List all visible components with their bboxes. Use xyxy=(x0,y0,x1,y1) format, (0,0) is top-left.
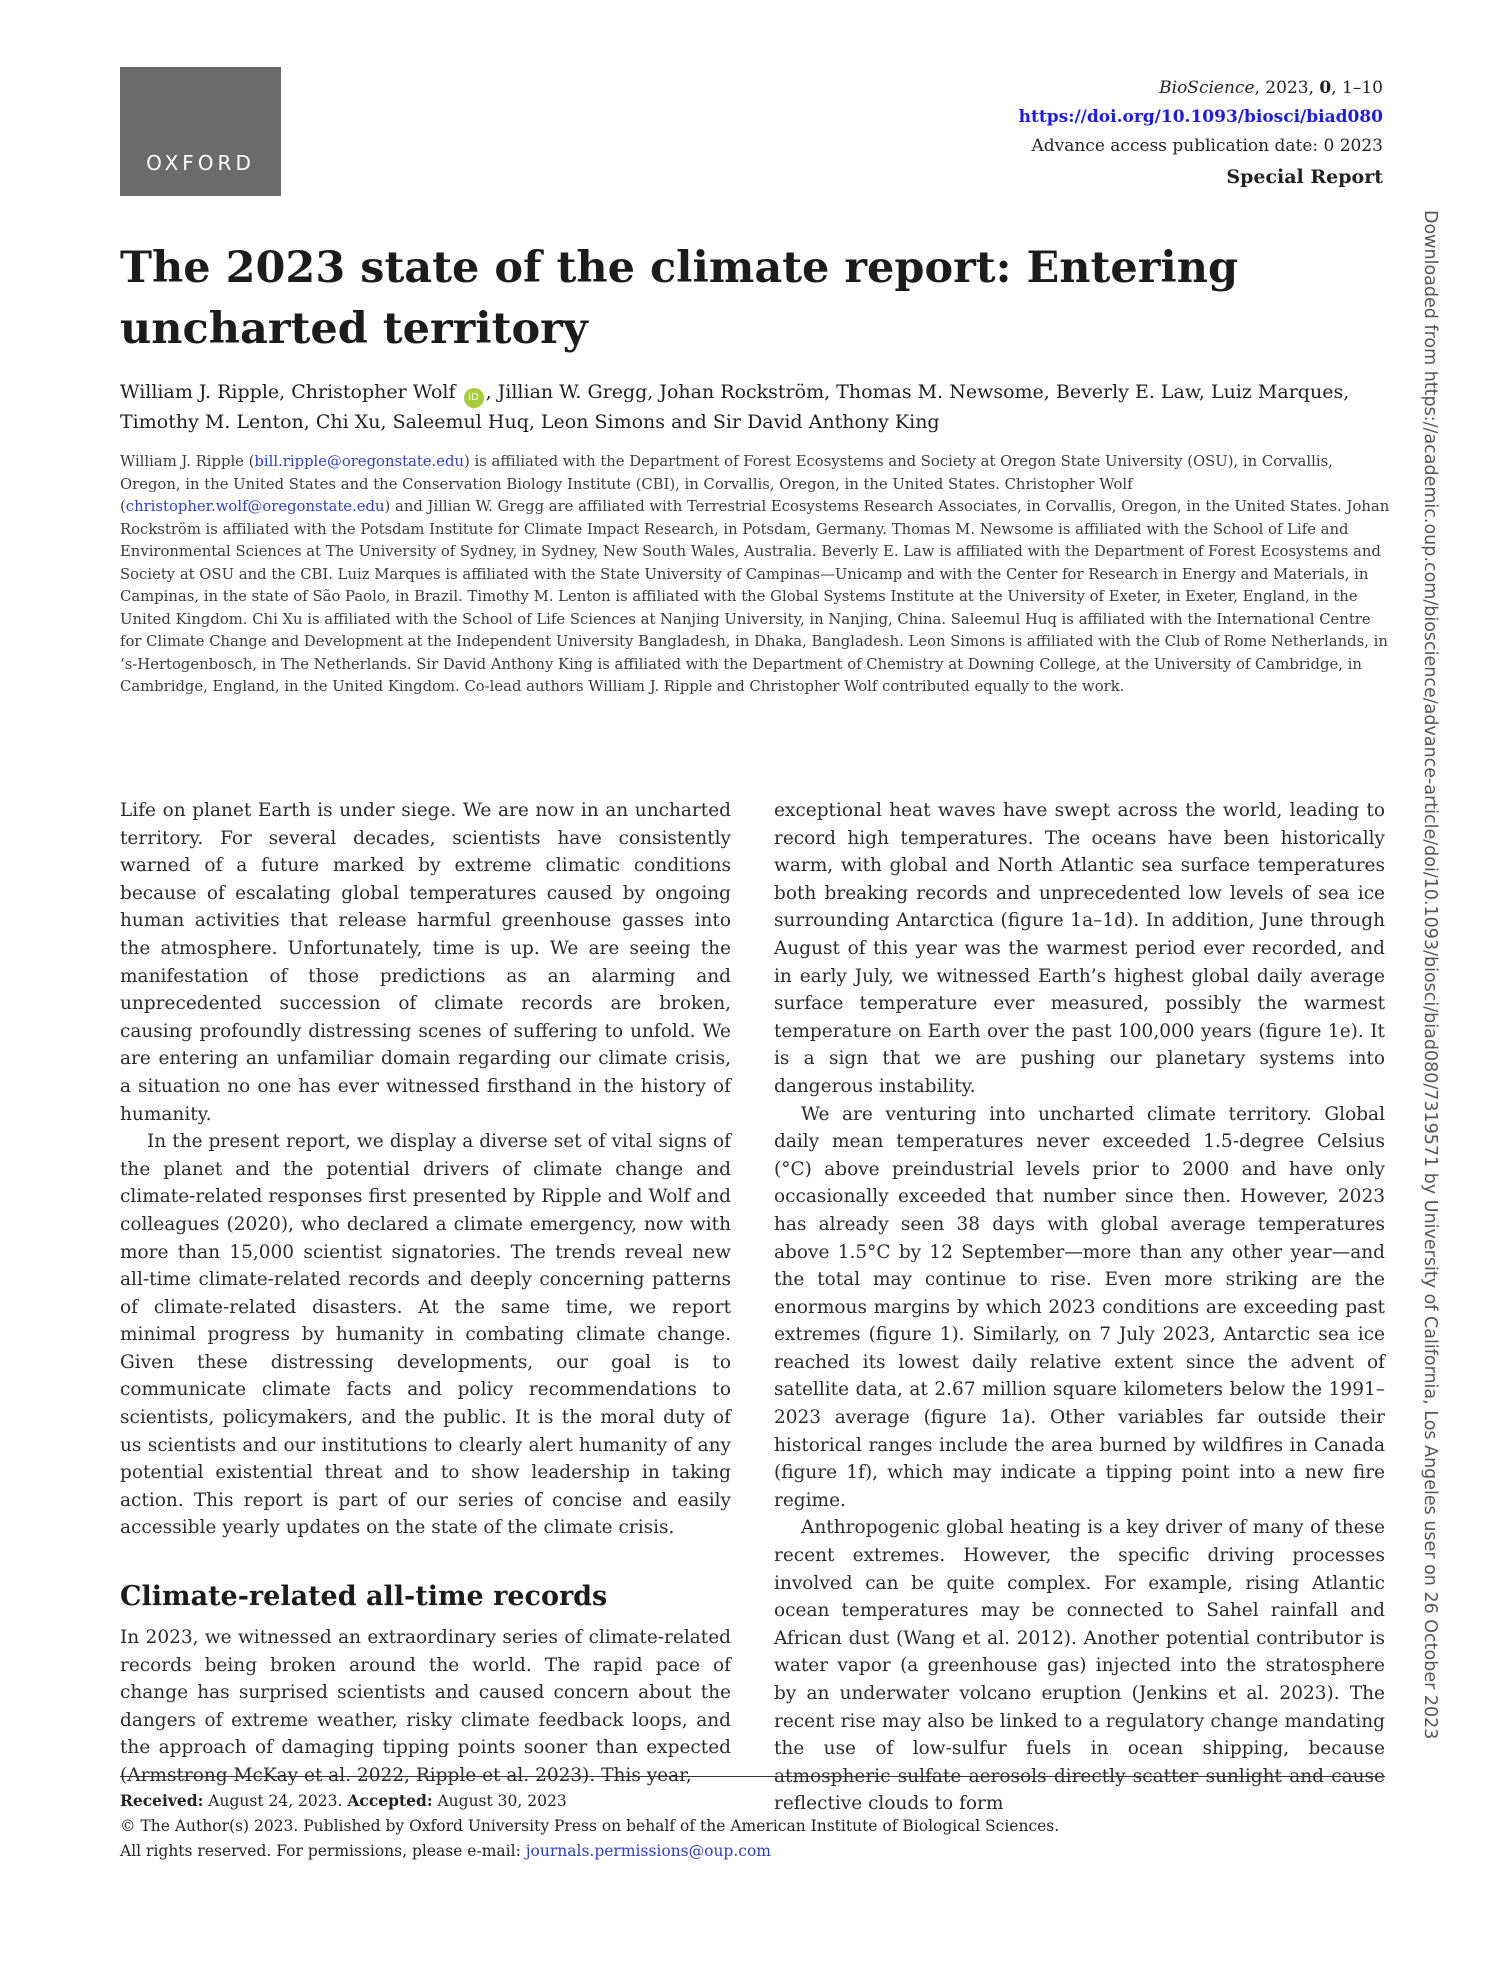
citation-link[interactable]: 2012 xyxy=(1016,1627,1064,1649)
paragraph: In 2023, we witnessed an extraordinary series of climate-related records being broken around the world. The rapid pace of change has surprised scientists and caused concern about the dangers of extreme weather, risky climate feedback loops, and the approach of damaging tipping points sooner than expected (Armstrong McKay et al. 2022, Ripple et al. 2023). This year, xyxy=(120,1627,731,1786)
footer-divider xyxy=(120,1776,1385,1777)
figure-link[interactable]: 1e xyxy=(1327,1020,1351,1042)
figure-link[interactable]: 1d xyxy=(1102,910,1126,932)
paragraph: We are venturing into uncharted climate territory. Global daily mean temperatures never exceeded 1.5-degree Celsius (°C) above preindustrial levels prior to 2000 and have only occasionally exceeded that number since then. However, 2023 has already seen 38 days with global average temperatures above 1.5°C by 12 September—more than any other year—and the total may continue to rise. Even more striking are the enormous margins by which 2023 conditions are exceeding past extremes (figure 1). Similarly, on 7 July 2023, Antarctic sea ice reached its lowest daily relative extent since the advent of satellite data, at 2.67 million square kilometers below the 1991–2023 average (figure 1a). Other variables far outside their historical ranges include the area burned by wildfires in Canada (figure 1f), which may indicate a tipping point into a new fire regime. xyxy=(774,1103,1386,1511)
download-watermark: Downloaded from https://academic.oup.com/bioscience/advance-article/doi/10.1093/biosci/biad080/7319571 by University of California, Los Angeles user on 26 October 2023 xyxy=(1420,210,1440,1740)
copyright-line: © The Author(s) 2023. Published by Oxford University Press on behalf of the American Institute of Biological Sciences. xyxy=(120,1817,1060,1835)
section-heading: Climate-related all-time records xyxy=(120,1581,608,1613)
volume: 0 xyxy=(1319,78,1332,98)
oxford-logo xyxy=(120,67,281,196)
left-column xyxy=(120,797,731,1790)
advance-access-date: Advance access publication date: 0 2023 xyxy=(1031,136,1383,156)
citation-link[interactable]: 2020 xyxy=(233,1213,281,1235)
right-column xyxy=(774,797,1385,1818)
permissions-email-link[interactable]: journals.permissions@oup.com xyxy=(525,1842,771,1860)
figure-link[interactable]: 1f xyxy=(846,1462,865,1484)
dates-line: Received: August 24, 2023. Accepted: August 30, 2023 xyxy=(120,1791,567,1810)
author-list: William J. Ripple, Christopher Wolf iD , Jillian W. Gregg, Johan Rockström, Thomas M. Newsome, Beverly E. Law, Luiz Marques, Timothy M. Lenton, Chi Xu, Saleemul Huq, Leon Simons and Sir David Anthony King xyxy=(120,381,1350,433)
paragraph: In the present report, we display a diverse set of vital signs of the planet and the potential drivers of climate change and climate-related responses first presented by Ripple and Wolf and colleagues (2020), who declared a climate emergency, now with more than 15,000 scientist signatories. The trends reveal new all-time climate-related records and deeply concerning patterns of climate-related disasters. At the same time, we report minimal progress by humanity in combating climate change. Given these distressing developments, our goal is to communicate climate facts and policy recommendations to scientists, policymakers, and the public. It is the moral duty of us scientists and our institutions to clearly alert humanity of any potential existential threat and to show leadership in taking action. This report is part of our series of concise and easily accessible yearly updates on the state of the climate crisis. xyxy=(120,1131,732,1539)
paragraph: exceptional heat waves have swept across the world, leading to record high temperatures. The oceans have been historically warm, with global and North Atlantic sea surface temperatures both breaking records and unprecedented low levels of sea ice surrounding Antarctica (figure 1a–1d). In addition, June through August of this year was the warmest period ever recorded, and in early July, we witnessed Earth’s highest global daily average surface temperature ever measured, possibly the warmest temperature on Earth over the past 100,000 years (figure 1e). It is a sign that we are pushing our planetary systems into dangerous instability. xyxy=(774,800,1385,1097)
permissions-line: All rights reserved. For permissions, please e-mail: journals.permissions@oup.com xyxy=(120,1842,771,1860)
journal-citation: BioScience, 2023, 0, 1–10 xyxy=(1159,78,1383,98)
citation-link[interactable]: 2022 xyxy=(356,1765,405,1786)
affiliations: William J. Ripple (bill.ripple@oregonstate.edu) is affiliated with the Department of Forest Ecosystems and Society at Oregon State University (OSU), in Corvallis, Oregon, in the United States and the Conservation Biology Institute (CBI), in Corvallis, Oregon, in the United States. Christopher Wolf (christopher.wolf@oregonstate.edu) and Jillian W. Gregg are affiliated with Terrestrial Ecosystems Research Associates, in Corvallis, Oregon, in the United States. Johan Rockström is affiliated with the Potsdam Institute for Climate Impact Research, in Potsdam, Germany. Thomas M. Newsome is affiliated with the School of Life and Environmental Sciences at The University of Sydney, in Sydney, New South Wales, Australia. Beverly E. Law is affiliated with the Department of Forest Ecosystems and Society at OSU and the CBI. Luiz Marques is affiliated with the State University of Campinas—Unicamp and with the Center for Research in Energy and Materials, in Campinas, in the state of São Paolo, in Brazil. Timothy M. Lenton is affiliated with the Global Systems Institute at the University of Exeter, in Exeter, England, in the United Kingdom. Chi Xu is affiliated with the School of Life Sciences at Nanjing University, in Nanjing, China. Saleemul Huq is affiliated with the International Centre for Climate Change and Development at the Independent University Bangladesh, in Dhaka, Bangladesh. Leon Simons is affiliated with the Club of Rome Netherlands, in ‘s-Hertogenbosch, in The Netherlands. Sir David Anthony King is affiliated with the Department of Chemistry at Downing College, at the University of Cambridge, in Cambridge, England, in the United Kingdom. Co-lead authors William J. Ripple and Christopher Wolf contributed equally to the work. xyxy=(120,453,1390,695)
citation-link[interactable]: 2023 xyxy=(1279,1683,1327,1704)
figure-link[interactable]: 1a xyxy=(1070,910,1094,932)
citation-link[interactable]: 2023 xyxy=(535,1765,583,1786)
figure-link[interactable]: 1 xyxy=(939,1324,952,1346)
orcid-icon[interactable]: iD xyxy=(464,388,484,408)
email-link[interactable]: christopher.wolf@oregonstate.edu xyxy=(125,498,385,515)
footer-notes xyxy=(120,1788,1059,1864)
doi-link[interactable]: https://doi.org/10.1093/biosci/biad080 xyxy=(1018,107,1383,127)
article-section: Special Report xyxy=(1226,166,1383,188)
paragraph: Anthropogenic global heating is a key driver of many of these recent extremes. However, the specific driving processes involved can be quite complex. For example, rising Atlantic ocean temperatures may be connected to Sahel rainfall and African dust (Wang et al. 2012). Another potential contributor is water vapor (a greenhouse gas) injected into the stratosphere by an underwater volcano eruption (Jenkins et al. 2023). The recent rise may also be linked to a regulatory change mandating the use of low-sulfur fuels in ocean shipping, because atmospheric sulfate aerosols directly scatter sunlight and cause reflective clouds to form xyxy=(774,1517,1386,1815)
article-meta xyxy=(1019,74,1383,192)
publisher-name: OXFORD xyxy=(146,151,255,175)
journal-name: BioScience xyxy=(1159,78,1255,98)
paragraph: Life on planet Earth is under siege. We are now in an uncharted territory. For several decades, scientists have consistently warned of a future marked by extreme climatic conditions because of escalating global temperatures caused by ongoing human activities that release harmful greenhouse gasses into the atmosphere. Unfortunately, time is up. We are seeing the manifestation of those predictions as an alarming and unprecedented succession of climate records are broken, causing profoundly distressing scenes of suffering to unfold. We are entering an unfamiliar domain regarding our climate crisis, a situation no one has ever witnessed firsthand in the history of humanity. xyxy=(120,800,731,1125)
figure-link[interactable]: 1a xyxy=(1000,1407,1024,1429)
email-link[interactable]: bill.ripple@oregonstate.edu xyxy=(254,453,465,470)
article-title: The 2023 state of the climate report: Entering uncharted territory xyxy=(120,243,1239,354)
